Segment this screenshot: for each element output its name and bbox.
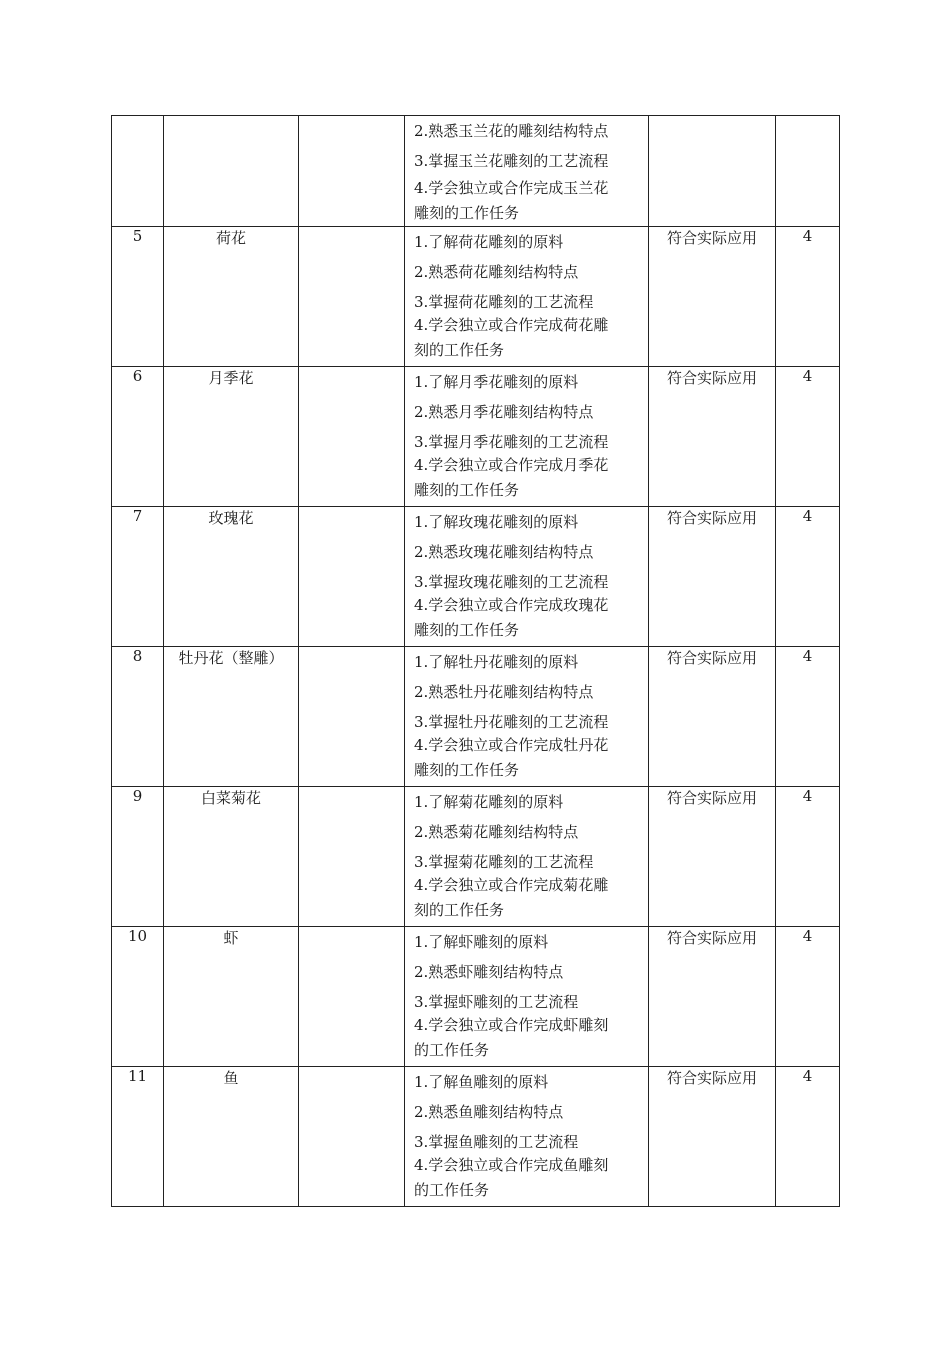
objective-text-line: 的工作任务: [414, 1041, 490, 1059]
objective-item: 2.熟悉月季花雕刻结构特点: [414, 403, 594, 421]
objective-text-line: 4.学会独立或合作完成菊花雕: [414, 876, 609, 894]
objective-item: 2.熟悉荷花雕刻结构特点: [414, 263, 579, 281]
objective-item: 1.了解荷花雕刻的原料: [414, 233, 564, 251]
requirement-cell: 符合实际应用: [649, 1067, 776, 1207]
table-row: [112, 787, 840, 927]
requirement-cell: 符合实际应用: [649, 927, 776, 1067]
objective-item: 2.熟悉玫瑰花雕刻结构特点: [414, 543, 594, 561]
hours-cell: 4: [776, 227, 840, 367]
table-row: [112, 927, 840, 1067]
course-table: [111, 115, 840, 1207]
objective-item: 3.掌握玉兰花雕刻的工艺流程: [414, 152, 609, 170]
hours-cell: [776, 116, 840, 227]
objective-item: 3.掌握荷花雕刻的工艺流程: [414, 293, 594, 311]
table-row: [112, 1067, 840, 1207]
project-name-cell: 玫瑰花: [164, 507, 299, 647]
table-row: [112, 647, 840, 787]
requirement-cell: 符合实际应用: [649, 647, 776, 787]
objective-item: 3.掌握虾雕刻的工艺流程: [414, 993, 579, 1011]
objective-item: [405, 593, 648, 643]
objective-text-line: 4.学会独立或合作完成鱼雕刻: [414, 1156, 609, 1174]
row-number-cell: 11: [112, 1067, 164, 1207]
objective-text-line: 刻的工作任务: [414, 341, 505, 359]
objective-item: 1.了解牡丹花雕刻的原料: [414, 653, 579, 671]
hours-cell: 4: [776, 787, 840, 927]
objective-item: 1.了解月季花雕刻的原料: [414, 373, 579, 391]
blank-cell: [299, 116, 405, 227]
objective-item: [405, 176, 648, 226]
objective-item: 1.了解鱼雕刻的原料: [414, 1073, 549, 1091]
table-row: [112, 116, 840, 227]
blank-cell: [299, 647, 405, 787]
blank-cell: [299, 507, 405, 647]
project-name-cell: 牡丹花（整雕）: [164, 647, 299, 787]
project-name-cell: 虾: [164, 927, 299, 1067]
objective-text-line: 的工作任务: [414, 1181, 490, 1199]
blank-cell: [299, 1067, 405, 1207]
objectives-cell: [405, 507, 649, 647]
objectives-cell: [405, 227, 649, 367]
table-row: [112, 507, 840, 647]
hours-cell: 4: [776, 507, 840, 647]
objective-item: [405, 453, 648, 503]
objective-item: [405, 313, 648, 363]
blank-cell: [299, 927, 405, 1067]
objectives-cell: [405, 927, 649, 1067]
objective-text-line: 4.学会独立或合作完成月季花: [414, 456, 609, 474]
row-number-cell: 10: [112, 927, 164, 1067]
objective-text-line: 4.学会独立或合作完成玉兰花: [414, 179, 609, 197]
project-name-cell: 鱼: [164, 1067, 299, 1207]
row-number-cell: 8: [112, 647, 164, 787]
objective-text-line: 雕刻的工作任务: [414, 761, 520, 779]
project-name-cell: [164, 116, 299, 227]
row-number-cell: [112, 116, 164, 227]
objective-item: [405, 1153, 648, 1203]
objective-item: 2.熟悉菊花雕刻结构特点: [414, 823, 579, 841]
objective-item: 2.熟悉鱼雕刻结构特点: [414, 1103, 564, 1121]
objective-item: 3.掌握鱼雕刻的工艺流程: [414, 1133, 579, 1151]
objectives-cell: [405, 116, 649, 227]
row-number-cell: 6: [112, 367, 164, 507]
row-number-cell: 9: [112, 787, 164, 927]
project-name-cell: 月季花: [164, 367, 299, 507]
objective-item: [405, 1013, 648, 1063]
objective-text-line: 4.学会独立或合作完成虾雕刻: [414, 1016, 609, 1034]
objectives-cell: [405, 1067, 649, 1207]
blank-cell: [299, 367, 405, 507]
blank-cell: [299, 787, 405, 927]
objective-text-line: 雕刻的工作任务: [414, 204, 520, 222]
requirement-cell: [649, 116, 776, 227]
blank-cell: [299, 227, 405, 367]
objective-item: 1.了解玫瑰花雕刻的原料: [414, 513, 579, 531]
hours-cell: 4: [776, 1067, 840, 1207]
objective-item: 1.了解菊花雕刻的原料: [414, 793, 564, 811]
table-row: [112, 227, 840, 367]
requirement-cell: 符合实际应用: [649, 507, 776, 647]
objective-text-line: 雕刻的工作任务: [414, 481, 520, 499]
project-name-cell: 荷花: [164, 227, 299, 367]
objectives-cell: [405, 787, 649, 927]
objective-item: 3.掌握菊花雕刻的工艺流程: [414, 853, 594, 871]
requirement-cell: 符合实际应用: [649, 227, 776, 367]
objective-item: 2.熟悉虾雕刻结构特点: [414, 963, 564, 981]
row-number-cell: 5: [112, 227, 164, 367]
table-row: [112, 367, 840, 507]
objective-item: [405, 733, 648, 783]
objectives-cell: [405, 647, 649, 787]
objective-item: 2.熟悉玉兰花的雕刻结构特点: [414, 122, 609, 140]
hours-cell: 4: [776, 647, 840, 787]
objective-text-line: 刻的工作任务: [414, 901, 505, 919]
objective-text-line: 4.学会独立或合作完成荷花雕: [414, 316, 609, 334]
objective-text-line: 雕刻的工作任务: [414, 621, 520, 639]
objective-item: 2.熟悉牡丹花雕刻结构特点: [414, 683, 594, 701]
objective-item: 3.掌握玫瑰花雕刻的工艺流程: [414, 573, 609, 591]
project-name-cell: 白菜菊花: [164, 787, 299, 927]
objective-item: [405, 873, 648, 923]
objective-text-line: 4.学会独立或合作完成玫瑰花: [414, 596, 609, 614]
hours-cell: 4: [776, 927, 840, 1067]
hours-cell: 4: [776, 367, 840, 507]
course-table-body: [112, 116, 840, 1207]
row-number-cell: 7: [112, 507, 164, 647]
objective-item: 1.了解虾雕刻的原料: [414, 933, 549, 951]
requirement-cell: 符合实际应用: [649, 787, 776, 927]
objectives-cell: [405, 367, 649, 507]
objective-item: 3.掌握牡丹花雕刻的工艺流程: [414, 713, 609, 731]
objective-text-line: 4.学会独立或合作完成牡丹花: [414, 736, 609, 754]
objective-item: 3.掌握月季花雕刻的工艺流程: [414, 433, 609, 451]
requirement-cell: 符合实际应用: [649, 367, 776, 507]
